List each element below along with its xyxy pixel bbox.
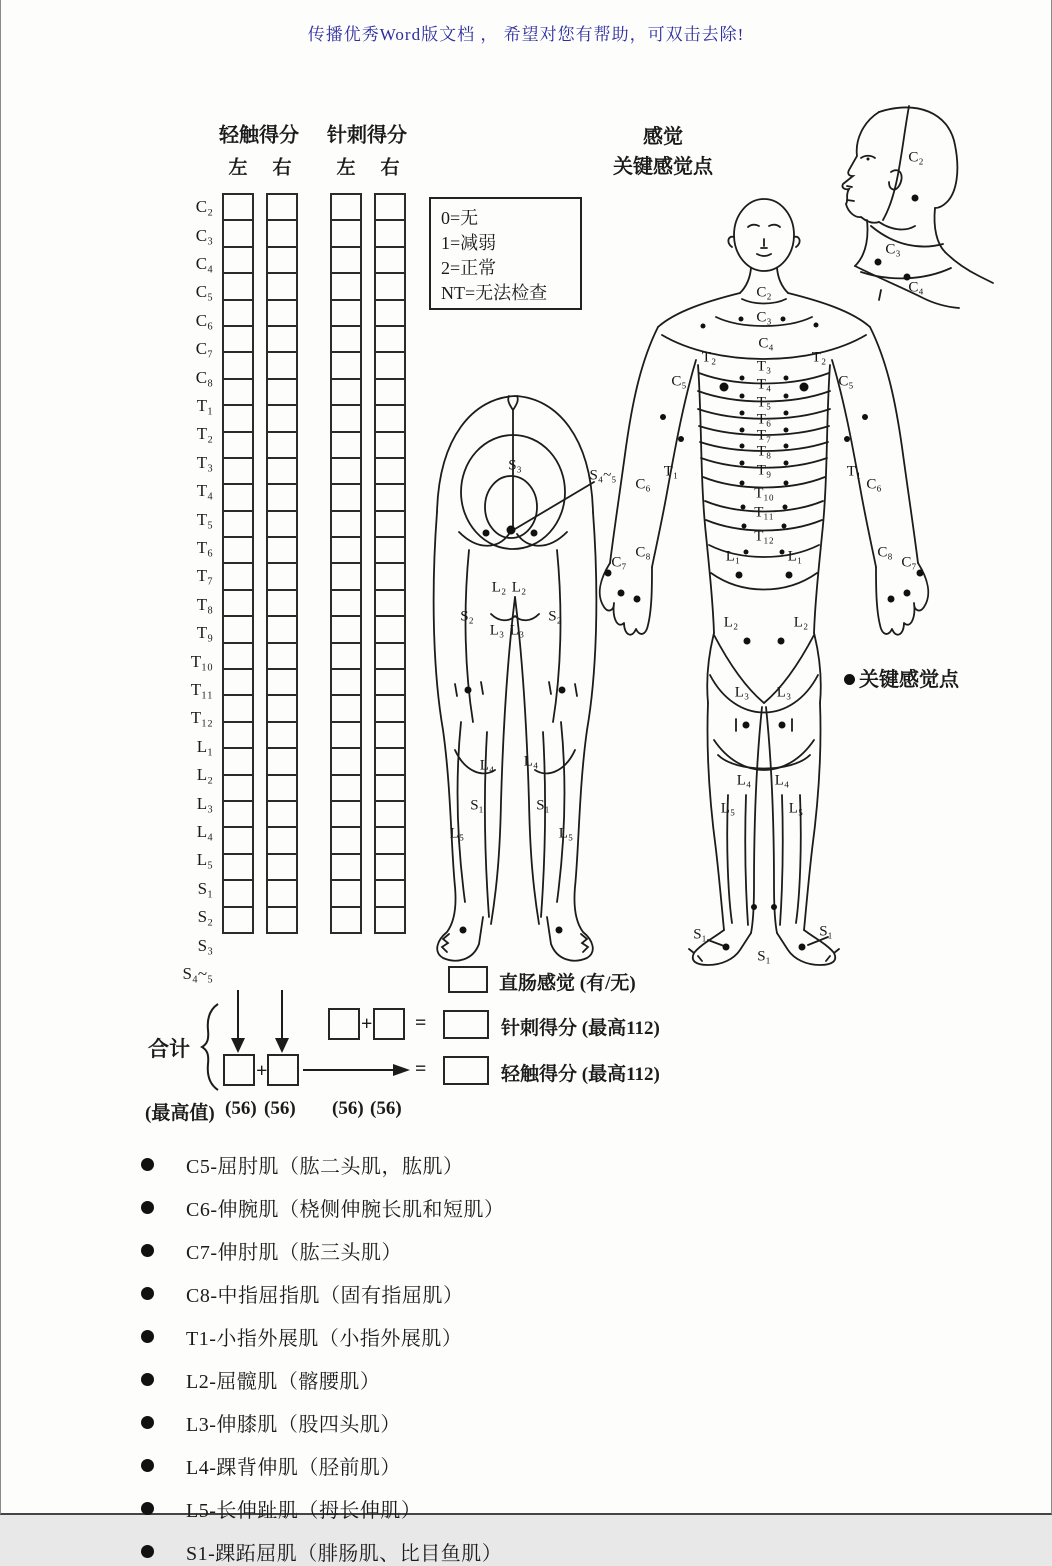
ant-label-t4: T₄: [756, 376, 772, 393]
score-cell[interactable]: [374, 431, 406, 459]
list-item: [141, 1236, 901, 1265]
bullet-icon: [141, 1158, 154, 1171]
bullet-icon: [141, 1244, 154, 1257]
score-cell[interactable]: [330, 774, 362, 802]
muscle-note: C7-伸肘肌（肱三头肌）: [186, 1242, 402, 1264]
score-cell[interactable]: [266, 378, 298, 406]
score-cell[interactable]: [222, 325, 254, 353]
ant-label-t2-left: T₂: [701, 349, 717, 366]
score-cell[interactable]: [222, 879, 254, 907]
ant-label-t5: T₅: [756, 394, 772, 411]
score-cell[interactable]: [330, 246, 362, 274]
head-label-c4: C₄: [908, 279, 924, 296]
ant-label-l5-right: L₅: [788, 800, 804, 817]
score-cell[interactable]: [266, 193, 298, 221]
score-cell[interactable]: [266, 457, 298, 485]
grid-row-label: L₁: [196, 736, 213, 756]
score-cell[interactable]: [374, 721, 406, 749]
ant-label-c5-right: C₅: [838, 373, 854, 390]
score-cell[interactable]: [222, 906, 254, 934]
score-cell[interactable]: [330, 272, 362, 300]
pin-prick-right-column: [374, 193, 406, 934]
score-cell[interactable]: [222, 510, 254, 538]
ant-label-c8-left: C₈: [635, 544, 651, 561]
post-label-l2-right: L₂: [511, 579, 527, 596]
score-cell[interactable]: [266, 246, 298, 274]
score-cell[interactable]: [266, 219, 298, 247]
score-cell[interactable]: [222, 378, 254, 406]
score-cell[interactable]: [222, 536, 254, 564]
ant-label-t1-right: T₁: [846, 463, 862, 480]
muscle-note: L4-踝背伸肌（胫前肌）: [186, 1457, 401, 1479]
score-cell[interactable]: [222, 800, 254, 828]
post-label-l5-left: L₅: [449, 825, 465, 842]
max-value-2: (56): [332, 1098, 364, 1119]
score-legend-box: [429, 197, 582, 310]
score-cell[interactable]: [374, 299, 406, 327]
ant-label-c6-left: C₆: [635, 476, 651, 493]
score-cell[interactable]: [374, 483, 406, 511]
grid-row-label: T₉: [196, 623, 213, 643]
ant-label-l2-left: L₂: [723, 614, 739, 631]
bullet-icon: [141, 1373, 154, 1386]
list-item: [141, 1322, 901, 1351]
score-cell[interactable]: [330, 562, 362, 590]
pin-prick-sum-box-right[interactable]: [373, 1008, 405, 1040]
score-cell[interactable]: [374, 800, 406, 828]
bullet-icon: [141, 1287, 154, 1300]
muscle-note: S1-踝跖屈肌（腓肠肌、比目鱼肌）: [186, 1543, 503, 1565]
score-cell[interactable]: [374, 668, 406, 696]
score-cell[interactable]: [330, 615, 362, 643]
post-label-s2-left: S₂: [460, 608, 474, 625]
grid-row-label: C₅: [195, 282, 213, 302]
score-cell[interactable]: [374, 642, 406, 670]
post-label-l4-left: L₄: [479, 757, 495, 774]
post-label-s3: S₃: [508, 457, 522, 474]
list-item: [141, 1150, 901, 1179]
score-cell[interactable]: [222, 853, 254, 881]
light-touch-left-sum-arrow: [226, 990, 250, 1054]
legend-line-2: 2=正常: [441, 258, 497, 278]
score-cell[interactable]: [266, 615, 298, 643]
max-value-label: (最高值): [145, 1103, 215, 1124]
post-label-s1-left: S₁: [470, 797, 484, 814]
ant-label-t8: T₈: [756, 443, 772, 460]
totals-brace: [201, 1002, 221, 1092]
banner-text[interactable]: 传播优秀Word版文档 ， 希望对您有帮助，可双击去除!: [307, 25, 745, 44]
score-cell[interactable]: [330, 351, 362, 379]
light-touch-left-header: 左: [228, 157, 248, 179]
legend-line-0: 0=无: [441, 208, 479, 228]
muscle-note: C6-伸腕肌（桡侧伸腕长肌和短肌）: [186, 1199, 505, 1221]
score-cell[interactable]: [222, 668, 254, 696]
score-cell[interactable]: [222, 826, 254, 854]
grid-row-label: T₂: [196, 424, 213, 444]
ant-label-l4-left: L₄: [736, 772, 752, 789]
ant-label-l2-right: L₂: [793, 614, 809, 631]
score-cell[interactable]: [222, 721, 254, 749]
list-item: [141, 1451, 901, 1480]
score-cell[interactable]: [374, 272, 406, 300]
bullet-icon: [141, 1416, 154, 1429]
score-cell[interactable]: [330, 378, 362, 406]
bullet-icon: [141, 1545, 154, 1558]
pin-prick-sum-box-left[interactable]: [328, 1008, 360, 1040]
score-cell[interactable]: [222, 694, 254, 722]
bullet-icon: [141, 1330, 154, 1343]
bullet-icon: [141, 1502, 154, 1515]
ant-label-s1-center: S₁: [757, 948, 771, 965]
score-cell[interactable]: [374, 774, 406, 802]
post-label-l5-right: L₅: [558, 825, 574, 842]
score-cell[interactable]: [374, 325, 406, 353]
score-cell[interactable]: [330, 879, 362, 907]
score-cell[interactable]: [266, 404, 298, 432]
score-cell[interactable]: [222, 272, 254, 300]
head-label-c2: C₂: [908, 149, 924, 166]
grid-row-label: C₈: [195, 367, 213, 387]
score-cell[interactable]: [222, 404, 254, 432]
max-value-0: (56): [225, 1098, 257, 1119]
score-cell[interactable]: [266, 299, 298, 327]
light-touch-equals: =: [415, 1058, 427, 1080]
light-touch-right-header: 右: [272, 157, 292, 179]
ant-label-t3: T₃: [756, 358, 772, 375]
score-cell[interactable]: [374, 457, 406, 485]
score-cell[interactable]: [374, 219, 406, 247]
pin-prick-total-label: 针刺得分 (最高112): [501, 1018, 660, 1039]
ant-label-c3: C₃: [756, 309, 772, 326]
list-item: [141, 1365, 901, 1394]
ant-label-t1-left: T₁: [663, 463, 679, 480]
score-cell[interactable]: [374, 747, 406, 775]
grid-row-label: T₃: [196, 452, 213, 472]
score-cell[interactable]: [330, 219, 362, 247]
ant-label-l1-right: L₁: [787, 548, 803, 565]
ant-label-c2: C₂: [756, 284, 772, 301]
score-cell[interactable]: [330, 589, 362, 617]
score-cell[interactable]: [330, 193, 362, 221]
light-touch-sum-arrow: [303, 1062, 411, 1078]
score-cell[interactable]: [266, 431, 298, 459]
legend-line-1: 1=减弱: [441, 233, 497, 253]
score-cell[interactable]: [222, 774, 254, 802]
grid-row-label: T₁₁: [190, 680, 213, 699]
score-cell[interactable]: [330, 668, 362, 696]
score-cell[interactable]: [330, 642, 362, 670]
max-value-1: (56): [264, 1098, 296, 1119]
score-cell[interactable]: [330, 431, 362, 459]
score-cell[interactable]: [374, 694, 406, 722]
grid-row-label: T₇: [196, 566, 213, 586]
grid-row-label: T₄: [196, 481, 213, 501]
score-cell[interactable]: [374, 853, 406, 881]
grid-row-label: S₂: [197, 907, 213, 927]
score-cell[interactable]: [330, 457, 362, 485]
list-item: [141, 1193, 901, 1222]
light-touch-title: 轻触得分: [219, 124, 299, 147]
score-cell[interactable]: [374, 510, 406, 538]
score-cell[interactable]: [374, 562, 406, 590]
ant-label-l1-left: L₁: [725, 548, 741, 565]
post-label-s1-right: S₁: [536, 797, 550, 814]
score-cell[interactable]: [330, 299, 362, 327]
sensory-title-line2: 关键感觉点: [613, 156, 713, 178]
post-label-l3-right: L₃: [509, 622, 525, 639]
grid-row-label: T₁: [196, 396, 213, 415]
score-cell[interactable]: [222, 431, 254, 459]
grid-row-label: T₁₂: [190, 708, 213, 728]
score-cell[interactable]: [222, 589, 254, 617]
sensory-title-line1: 感觉: [643, 126, 683, 148]
ant-label-t10: T₁₀: [754, 485, 774, 502]
grid-row-label: T₁₀: [190, 651, 213, 671]
ant-label-l3-right: L₃: [776, 684, 792, 701]
ant-label-c5-left: C₅: [671, 373, 687, 390]
score-cell[interactable]: [222, 246, 254, 274]
grid-row-label: T₆: [196, 538, 213, 557]
light-touch-sum-box-right[interactable]: [267, 1054, 299, 1086]
ant-label-c8-right: C₈: [877, 544, 893, 561]
ant-label-s1-left: S₁: [693, 926, 707, 943]
grid-row-label: C₄: [195, 254, 213, 273]
score-cell[interactable]: [266, 562, 298, 590]
muscle-note: L2-屈髋肌（髂腰肌）: [186, 1371, 381, 1393]
light-touch-left-column: [222, 193, 254, 934]
score-cell[interactable]: [330, 800, 362, 828]
score-cell[interactable]: [266, 800, 298, 828]
post-label-s45: S₄~₅: [589, 467, 617, 484]
muscle-note: L3-伸膝肌（股四头肌）: [186, 1414, 401, 1436]
grid-row-label: L₄: [196, 822, 213, 841]
score-cell[interactable]: [374, 615, 406, 643]
score-cell[interactable]: [266, 853, 298, 881]
ant-label-c4: C₄: [758, 335, 774, 352]
muscle-note: C8-中指屈指肌（固有指屈肌）: [186, 1285, 464, 1307]
score-cell[interactable]: [266, 272, 298, 300]
head-label-c3: C₃: [885, 241, 901, 258]
ant-label-t11: T₁₁: [754, 504, 774, 521]
score-cell[interactable]: [330, 510, 362, 538]
body-anterior-figure: [596, 195, 946, 970]
grid-row-label: S₃: [197, 935, 213, 955]
score-cell[interactable]: [374, 589, 406, 617]
score-cell[interactable]: [222, 483, 254, 511]
list-item: [141, 1537, 901, 1566]
grid-row-label: C₂: [195, 197, 213, 217]
ant-label-t6: T₆: [756, 411, 772, 428]
ant-label-l5-left: L₅: [720, 800, 736, 817]
rectal-sensation-box[interactable]: [448, 966, 488, 993]
ant-label-c6-right: C₆: [866, 476, 882, 493]
ant-label-s1-right: S₁: [819, 923, 833, 940]
grid-row-label: S₁: [197, 878, 213, 898]
score-cell[interactable]: [330, 747, 362, 775]
grid-row-label: C₇: [195, 339, 213, 359]
post-label-l3-left: L₃: [489, 622, 505, 639]
ant-label-t9: T₉: [756, 462, 772, 479]
score-cell[interactable]: [266, 325, 298, 353]
score-cell[interactable]: [330, 826, 362, 854]
score-cell[interactable]: [222, 193, 254, 221]
grid-row-label: C₆: [195, 310, 213, 330]
score-cell[interactable]: [266, 826, 298, 854]
score-cell[interactable]: [330, 906, 362, 934]
score-cell[interactable]: [222, 457, 254, 485]
score-cell[interactable]: [374, 906, 406, 934]
score-cell[interactable]: [266, 906, 298, 934]
pin-prick-left-header: 左: [336, 157, 356, 179]
post-label-l4-right: L₄: [523, 753, 539, 770]
ant-label-c7-right: C₇: [901, 554, 917, 571]
score-cell[interactable]: [330, 325, 362, 353]
score-cell[interactable]: [374, 351, 406, 379]
ant-label-t7: T₇: [756, 427, 772, 444]
score-cell[interactable]: [266, 589, 298, 617]
max-value-3: (56): [370, 1098, 402, 1119]
score-cell[interactable]: [330, 536, 362, 564]
score-cell[interactable]: [222, 747, 254, 775]
score-cell[interactable]: [266, 483, 298, 511]
score-cell[interactable]: [222, 642, 254, 670]
muscle-note: L5-长伸趾肌（拇长伸肌）: [186, 1500, 422, 1522]
score-cell[interactable]: [222, 615, 254, 643]
list-item: [141, 1494, 901, 1523]
bullet-icon: [141, 1459, 154, 1472]
score-cell[interactable]: [266, 774, 298, 802]
pin-prick-plus: +: [361, 1013, 373, 1035]
legend-line-3: NT=无法检查: [441, 283, 548, 303]
score-cell[interactable]: [222, 351, 254, 379]
score-cell[interactable]: [374, 378, 406, 406]
pin-prick-total-box[interactable]: [443, 1010, 489, 1039]
grid-row-label: S₄~₅: [182, 964, 213, 983]
list-item: [141, 1279, 901, 1308]
score-cell[interactable]: [266, 351, 298, 379]
score-cell[interactable]: [330, 721, 362, 749]
score-cell[interactable]: [330, 483, 362, 511]
pin-prick-title: 针刺得分: [327, 124, 407, 147]
score-cell[interactable]: [266, 747, 298, 775]
post-label-l2-left: L₂: [491, 579, 507, 596]
score-cell[interactable]: [266, 668, 298, 696]
score-cell[interactable]: [266, 721, 298, 749]
score-cell[interactable]: [330, 853, 362, 881]
ant-label-l3-left: L₃: [734, 684, 750, 701]
ant-label-c7-left: C₇: [611, 554, 627, 571]
score-cell[interactable]: [374, 246, 406, 274]
score-cell[interactable]: [374, 404, 406, 432]
grid-row-label: C₃: [195, 225, 213, 245]
muscle-key-list: [141, 1150, 901, 1566]
ant-label-t2-right: T₂: [811, 349, 827, 366]
score-cell[interactable]: [374, 826, 406, 854]
light-touch-right-column: [266, 193, 298, 934]
score-cell[interactable]: [374, 879, 406, 907]
score-cell[interactable]: [266, 642, 298, 670]
score-cell[interactable]: [266, 879, 298, 907]
pin-prick-right-header: 右: [380, 157, 400, 179]
score-cell[interactable]: [374, 193, 406, 221]
light-touch-right-sum-arrow: [270, 990, 294, 1054]
key-point-legend-text: 关键感觉点: [859, 669, 959, 691]
grid-row-label: L₃: [196, 793, 213, 813]
pin-prick-equals: =: [415, 1012, 427, 1034]
score-cell[interactable]: [374, 536, 406, 564]
grid-row-label: L₂: [196, 765, 213, 785]
light-touch-sum-box-left[interactable]: [223, 1054, 255, 1086]
grid-row-label: T₈: [196, 594, 213, 614]
rectal-sensation-label: 直肠感觉 (有/无): [499, 973, 636, 994]
grid-row-label: L₅: [196, 850, 213, 870]
sensory-title: [598, 122, 728, 182]
score-cell[interactable]: [266, 694, 298, 722]
light-touch-total-label: 轻触得分 (最高112): [501, 1064, 660, 1085]
muscle-note: T1-小指外展肌（小指外展肌）: [186, 1328, 463, 1350]
score-cell[interactable]: [330, 694, 362, 722]
post-label-s2-right: S₂: [548, 608, 562, 625]
score-cell[interactable]: [222, 299, 254, 327]
light-touch-plus: +: [256, 1060, 268, 1082]
totals-label: 合计: [148, 1037, 190, 1061]
score-cell[interactable]: [266, 536, 298, 564]
ant-label-l4-right: L₄: [774, 772, 790, 789]
light-touch-total-box[interactable]: [443, 1056, 489, 1085]
muscle-note: C5-屈肘肌（肱二头肌，肱肌）: [186, 1156, 464, 1178]
score-cell[interactable]: [330, 404, 362, 432]
list-item: [141, 1408, 901, 1437]
pin-prick-left-column: [330, 193, 362, 934]
score-cell[interactable]: [222, 219, 254, 247]
bullet-icon: [141, 1201, 154, 1214]
score-cell[interactable]: [266, 510, 298, 538]
ant-label-t12: T₁₂: [754, 528, 774, 545]
score-cell[interactable]: [222, 562, 254, 590]
grid-row-label: T₅: [196, 509, 213, 529]
